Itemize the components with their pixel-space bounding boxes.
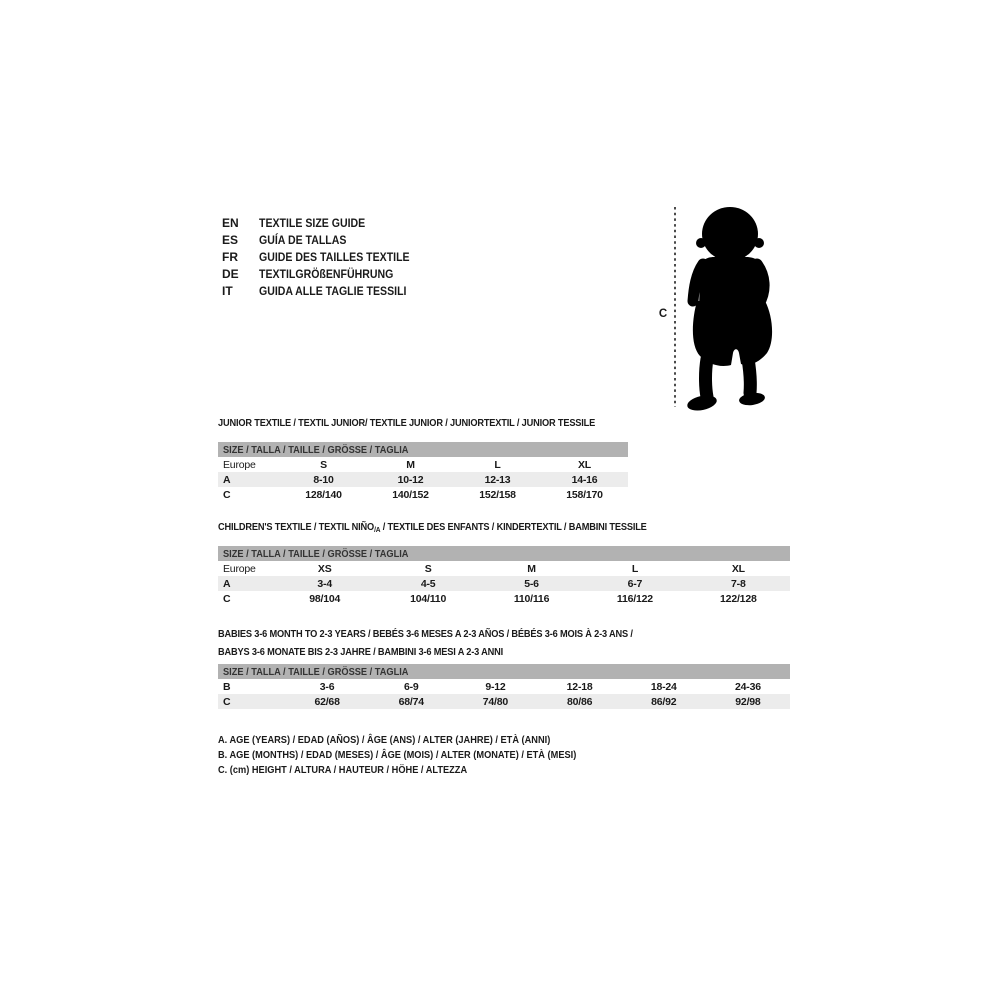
row-label: Europe [223,459,256,471]
language-label: GUÍA DE TALLAS [259,233,347,247]
footnote-c: C. (cm) HEIGHT / ALTURA / HAUTEUR / HÖHE / ALTEZZA [218,764,468,777]
language-label: GUIDA ALLE TAGLIE TESSILI [259,284,407,298]
footnote-a: A. AGE (YEARS) / EDAD (AÑOS) / ÂGE (ANS) / ALTER (JAHRE) / ETÀ (ANNI) [218,734,551,746]
table-row: A 8-10 10-12 12-13 14-16 [218,472,628,487]
language-row-fr [222,249,430,266]
row-label: A [223,578,231,590]
language-row-es [222,232,430,249]
table-header-bar: SIZE / TALLA / TAILLE / GRÖSSE / TAGLIA [218,442,628,457]
toddler-silhouette-icon [686,207,772,413]
row-label: C [223,489,231,501]
language-code: DE [222,267,239,281]
table-title: JUNIOR TEXTILE / TEXTIL JUNIOR/ TEXTILE JUNIOR / JUNIORTEXTIL / JUNIOR TESSILE [218,417,596,429]
language-row-en [222,215,430,232]
height-measure-label: C [658,308,668,320]
language-code: EN [222,216,239,230]
language-label: GUIDE DES TAILLES TEXTILE [259,250,410,264]
table-row: C 128/140 140/152 152/158 158/170 [218,487,628,502]
footnote-b: B. AGE (MONTHS) / EDAD (MESES) / ÂGE (MOIS) / ALTER (MONATE) / ETÀ (MESI) [218,749,577,762]
table-header-bar: SIZE / TALLA / TAILLE / GRÖSSE / TAGLIA [218,546,790,561]
language-code: FR [222,250,238,264]
row-label: C [223,696,231,708]
table-title: CHILDREN'S TEXTILE / TEXTIL $NIÑO_{/A}$ / TEXTILE DES ENFANTS / KINDERTEXTIL / BAMBINI TESSILE [218,521,647,534]
language-label: TEXTILGRÖßENFÜHRUNG [259,267,394,281]
language-list [222,215,430,300]
language-label: TEXTILE SIZE GUIDE [259,216,366,230]
row-label: C [223,593,231,605]
row-label: B [223,681,231,693]
language-row-it [222,283,430,300]
language-row-de [222,266,430,283]
row-label: A [223,474,231,486]
table-row: C 98/104 104/110 110/116 116/122 122/128 [218,591,790,606]
row-label: Europe [223,563,256,575]
table-row: A 3-4 4-5 5-6 6-7 7-8 [218,576,790,591]
table-row: C 62/68 68/74 74/80 80/86 86/92 92/98 [218,694,790,709]
size-chart-babies [218,626,790,709]
table-row: B 3-6 6-9 9-12 12-18 18-24 24-36 [218,679,790,694]
footnotes [218,733,625,779]
table-row: Europe XS S M L XL [218,561,790,576]
language-code: IT [222,284,233,298]
language-code: ES [222,233,239,247]
size-chart-children [218,521,790,606]
table-row: Europe S M L XL [218,457,628,472]
size-chart-junior [218,417,628,502]
table-title: BABIES 3-6 MONTH TO 2-3 YEARS / BEBÉS 3-6 MESES A 2-3 AÑOS / BÉBÉS 3-6 MOIS À 2-3 ANS / BABYS 3-6 MONATE BIS 2-3 JAHRE / BAMBINI 3-6 MESI A 2-3 ANNI [218,628,633,658]
table-header-bar: SIZE / TALLA / TAILLE / GRÖSSE / TAGLIA [218,664,790,679]
